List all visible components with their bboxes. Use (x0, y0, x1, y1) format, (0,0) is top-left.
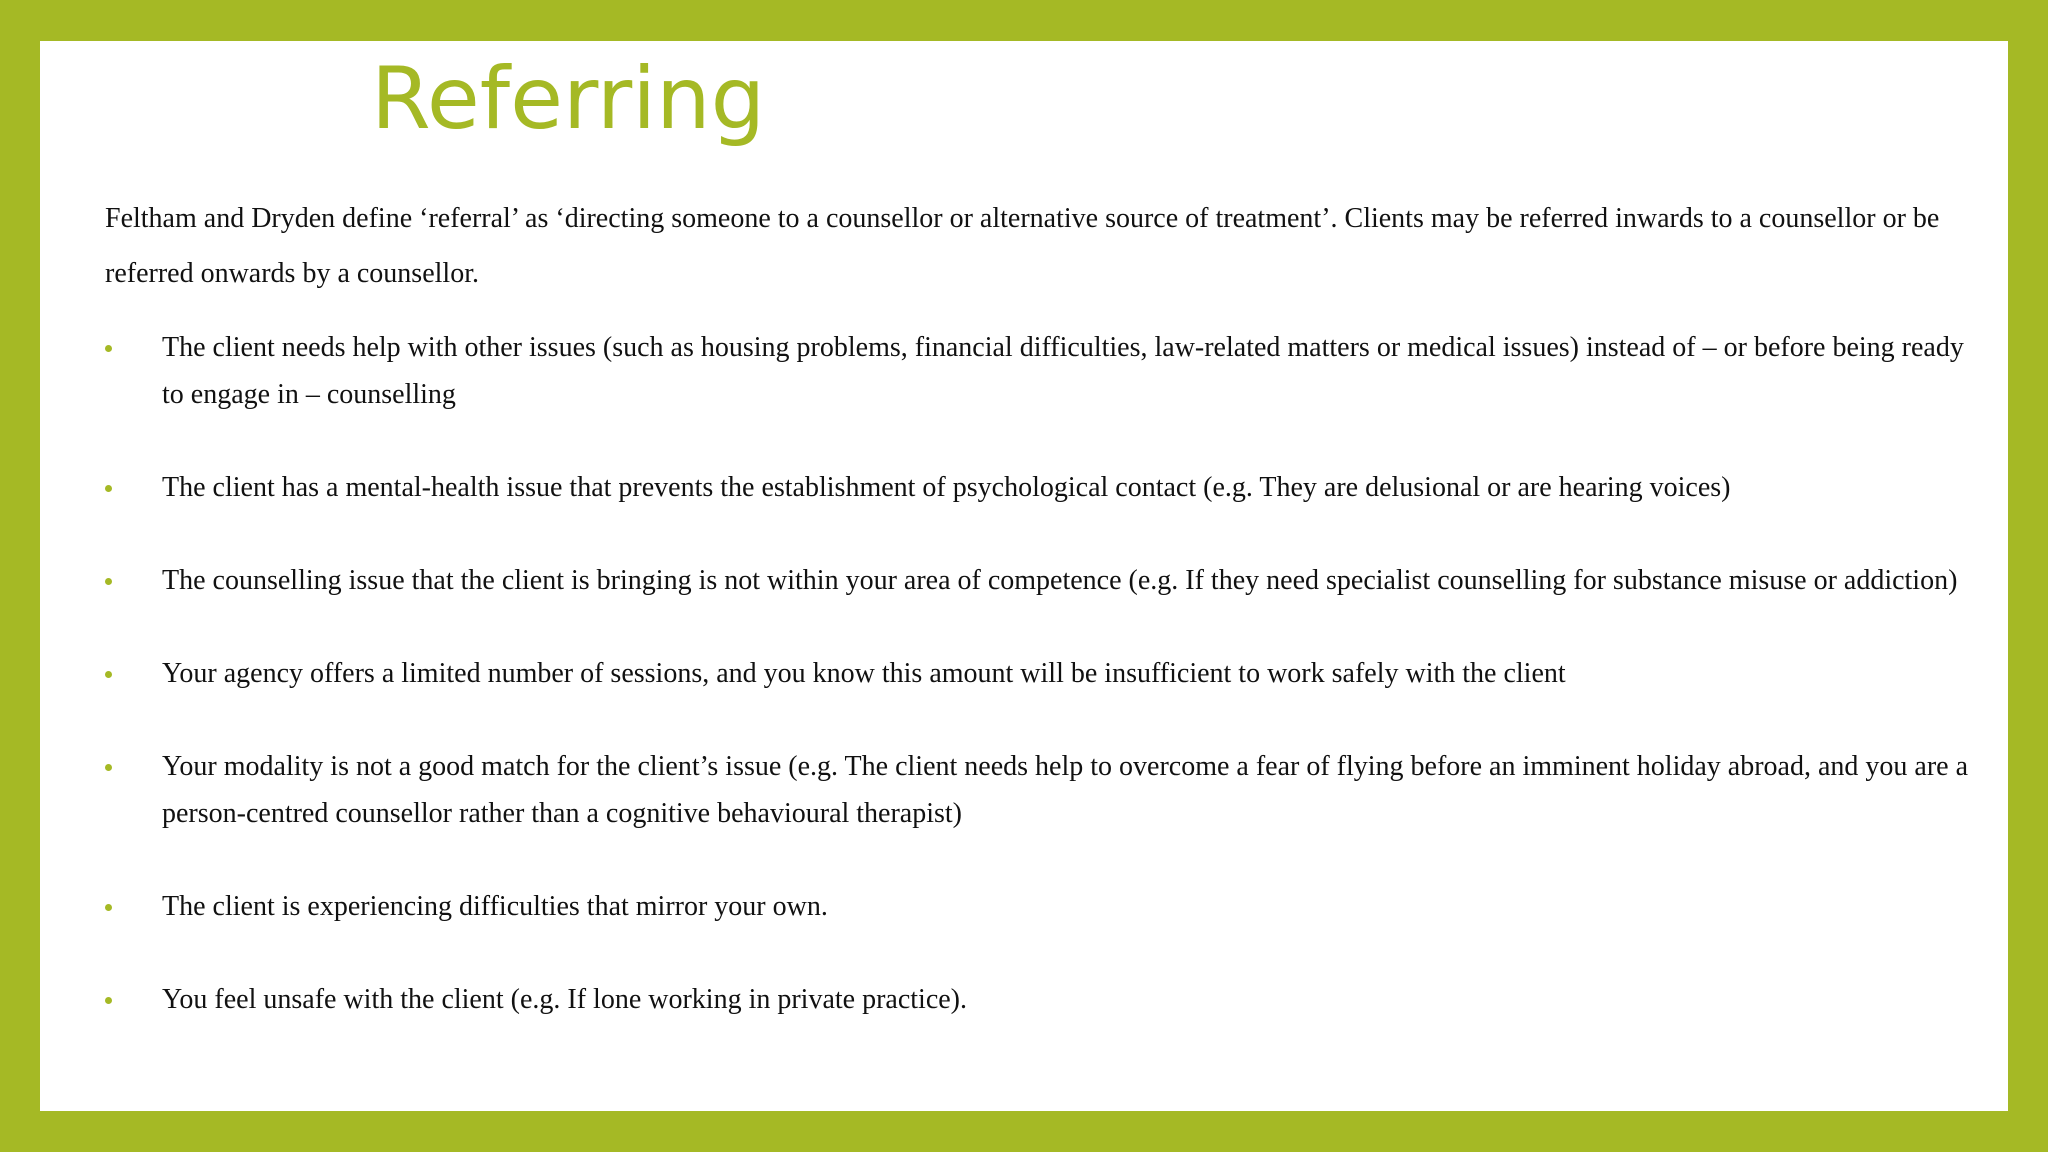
bullet-text: The counselling issue that the client is bringing is not within your area of competence (e.g. If they need specialist counselling for substance misuse or addiction) (162, 565, 1958, 596)
bullet-list (105, 324, 1985, 1069)
bullet-item-1 (105, 324, 1985, 418)
bullet-dot-icon (105, 485, 112, 492)
bullet-dot-icon (105, 764, 112, 771)
bullet-item-2 (105, 464, 1985, 511)
slide-title: Referring (371, 49, 766, 149)
bullet-dot-icon (105, 345, 112, 352)
bullet-item-3 (105, 557, 1985, 604)
bullet-dot-icon (105, 904, 112, 911)
slide-content (40, 41, 2008, 1111)
bullet-text: Your modality is not a good match for the client’s issue (e.g. The client needs help to overcome a fear of flying before an imminent holiday abroad, and you are a person-centred counsellor rather than a cognitive behavioural therapist) (162, 751, 1968, 829)
intro-paragraph: Feltham and Dryden define ‘referral’ as ‘directing someone to a counsellor or alternative source of treatment’. Clients may be referred inwards to a counsellor or be referred onwards by a counsellor. (105, 203, 1940, 289)
bullet-item-5 (105, 743, 1985, 837)
bullet-text: The client has a mental-health issue that prevents the establishment of psychological contact (e.g. They are delusional or are hearing voices) (162, 472, 1731, 503)
bullet-text: Your agency offers a limited number of sessions, and you know this amount will be insufficient to work safely with the client (162, 658, 1566, 689)
bullet-item-4 (105, 650, 1985, 697)
bullet-item-7 (105, 976, 1985, 1023)
bullet-text: The client is experiencing difficulties that mirror your own. (162, 891, 828, 922)
bullet-dot-icon (105, 997, 112, 1004)
bullet-dot-icon (105, 671, 112, 678)
bullet-item-6 (105, 883, 1985, 930)
bullet-text: You feel unsafe with the client (e.g. If lone working in private practice). (162, 984, 967, 1015)
bullet-text: The client needs help with other issues (such as housing problems, financial difficulties, law-related matters or medical issues) instead of – or before being ready to engage in – counselling (162, 332, 1964, 410)
bullet-dot-icon (105, 578, 112, 585)
